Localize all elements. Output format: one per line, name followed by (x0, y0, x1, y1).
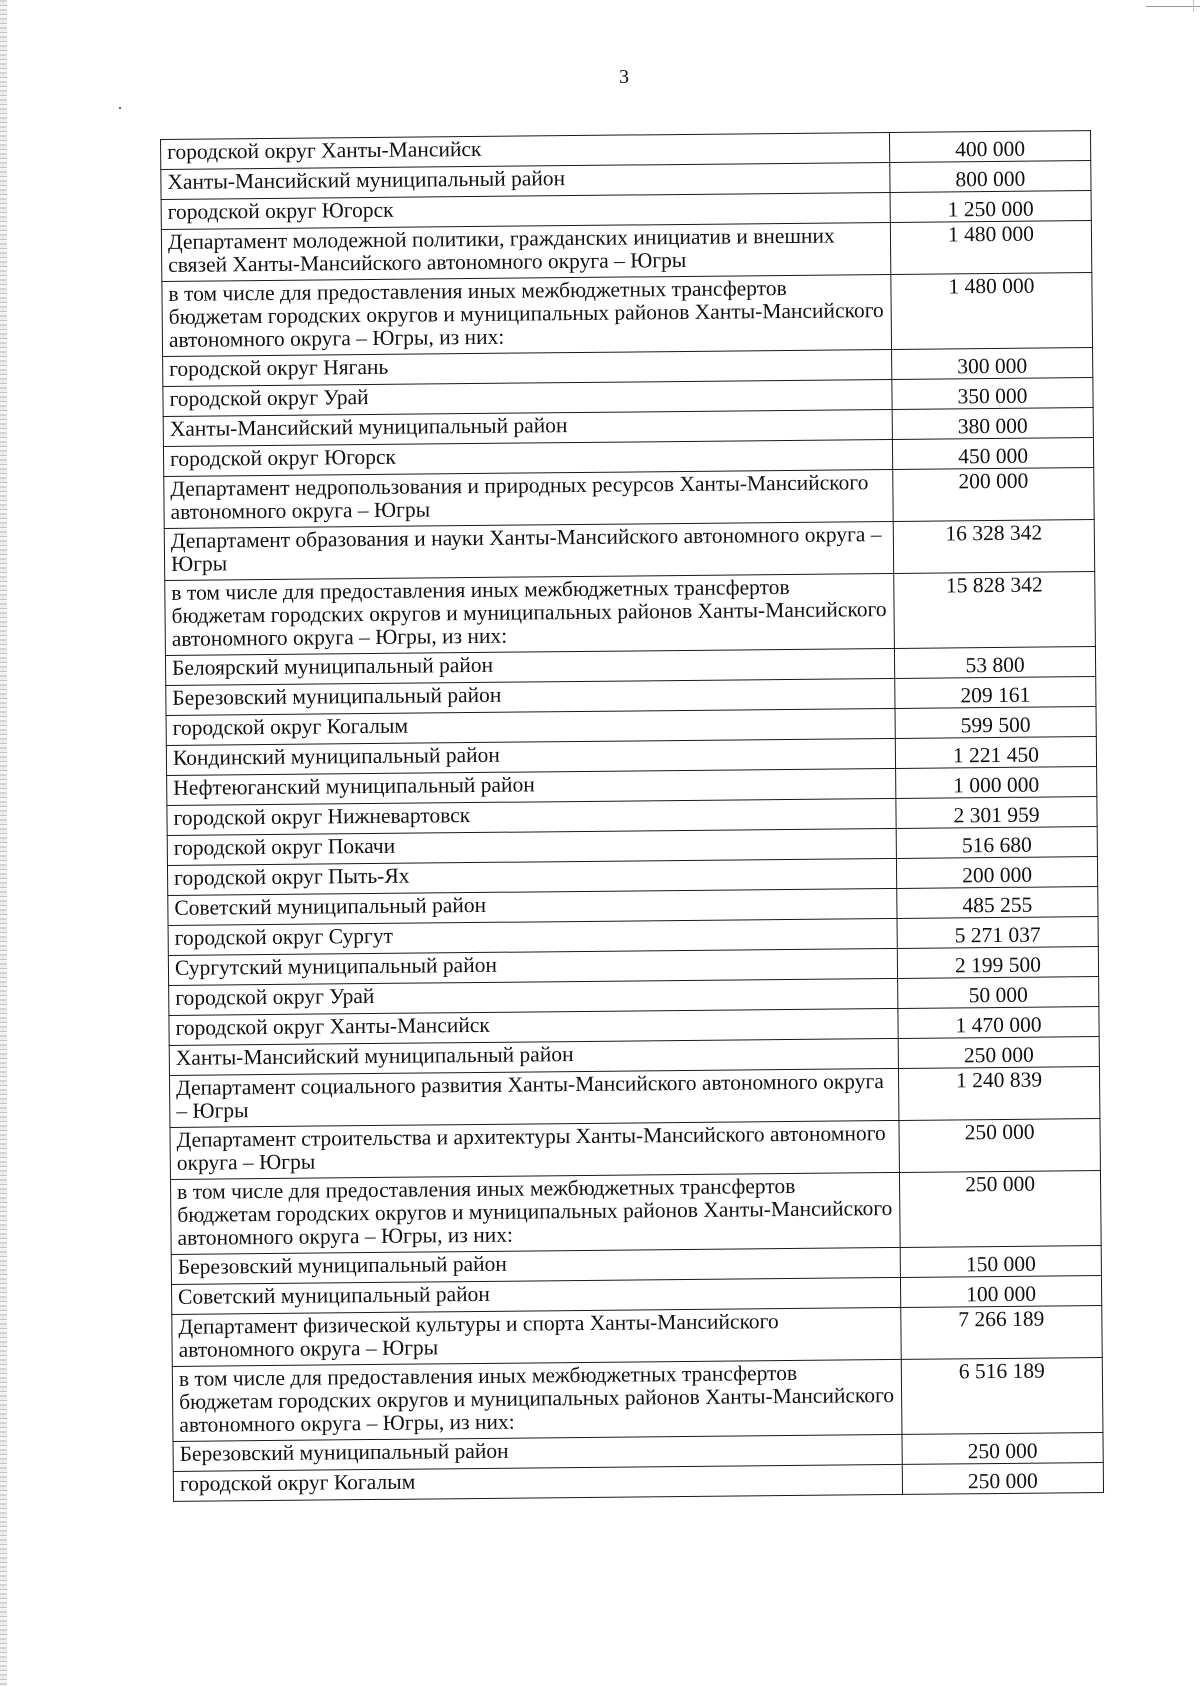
scan-speck (119, 107, 121, 109)
recipient-name-cell: в том числе для предоставления иных межбюджетных трансфертов бюджетам городских округов и муниципальных районов Ханты-Мансийского автономного округа – Югры, из них: (165, 573, 895, 655)
recipient-name-cell: в том числе для предоставления иных межбюджетных трансфертов бюджетам городских округов и муниципальных районов Ханты-Мансийского автономного округа – Югры, из них: (172, 1359, 902, 1441)
amount-cell: 1 480 000 (891, 273, 1093, 350)
amount-cell: 6 516 189 (901, 1358, 1103, 1435)
amount-cell: 599 500 (895, 707, 1096, 739)
recipient-name-cell: городской округ Ханты-Мансийск (161, 132, 890, 169)
amount-cell: 2 199 500 (897, 947, 1098, 979)
recipient-name-cell: в том числе для предоставления иных межбюджетных трансфертов бюджетам городских округов и муниципальных районов Ханты-Мансийского автономного округа – Югры, из них: (170, 1172, 900, 1254)
recipient-name-cell: городской округ Урай (163, 379, 892, 416)
recipient-name-cell: Березовский муниципальный район (166, 678, 895, 715)
recipient-name-cell: в том числе для предоставления иных межбюджетных трансфертов бюджетам городских округов и муниципальных районов Ханты-Мансийского автономного округа – Югры, из них: (162, 274, 892, 356)
table-row (161, 221, 1091, 282)
amount-cell: 200 000 (896, 857, 1097, 889)
recipient-name-cell: городской округ Нижневартовск (167, 798, 896, 835)
table-row (164, 520, 1094, 581)
recipient-name-cell: Департамент строительства и архитектуры Ханты-Мансийского автономного округа – Югры (170, 1120, 899, 1179)
recipient-name-cell: Ханты-Мансийский муниципальный район (161, 162, 890, 199)
amount-cell: 485 255 (897, 887, 1098, 919)
amount-cell: 5 271 037 (897, 917, 1098, 949)
recipient-name-cell: городской округ Сургут (168, 918, 897, 955)
recipient-name-cell: городской округ Югорск (161, 192, 890, 229)
recipient-name-cell: Департамент образования и науки Ханты-Мансийского автономного округа – Югры (164, 521, 893, 580)
recipient-name-cell: Департамент социального развития Ханты-Мансийского автономного округа – Югры (169, 1068, 898, 1127)
amount-cell: 1 240 839 (898, 1067, 1099, 1121)
recipient-name-cell: Белоярский муниципальный район (165, 648, 894, 685)
amount-cell: 250 000 (898, 1037, 1099, 1069)
amount-cell: 450 000 (892, 438, 1093, 470)
recipient-name-cell: Департамент молодежной политики, гражданских инициатив и внешних связей Ханты-Мансийского автономного округа – Югры (161, 222, 890, 281)
amount-cell: 16 328 342 (893, 520, 1094, 574)
amount-cell: 400 000 (889, 131, 1090, 163)
table-row (170, 1171, 1101, 1255)
recipient-name-cell: Березовский муниципальный район (171, 1247, 900, 1284)
table-row (164, 468, 1094, 529)
table-row (169, 1067, 1099, 1128)
scan-corner-mark (1146, 6, 1200, 7)
amount-cell: 800 000 (890, 161, 1091, 193)
table-row (165, 572, 1096, 656)
amount-cell: 2 301 959 (896, 797, 1097, 829)
amount-cell: 15 828 342 (894, 572, 1096, 649)
table-row (172, 1358, 1103, 1442)
recipient-name-cell: Ханты-Мансийский муниципальный район (169, 1038, 898, 1075)
recipient-name-cell: городской округ Когалым (166, 708, 895, 745)
recipient-name-cell: городской округ Покачи (167, 828, 896, 865)
amount-cell: 7 266 189 (901, 1306, 1102, 1360)
amount-cell: 1 250 000 (890, 191, 1091, 223)
recipient-name-cell: Нефтеюганский муниципальный район (167, 768, 896, 805)
recipient-name-cell: городской округ Когалым (173, 1464, 902, 1501)
amount-cell: 516 680 (896, 827, 1097, 859)
page-number: 3 (619, 66, 629, 88)
amount-cell: 200 000 (893, 468, 1094, 522)
recipient-name-cell: Советский муниципальный район (168, 888, 897, 925)
recipient-name-cell: Сургутский муниципальный район (168, 948, 897, 985)
recipient-name-cell: городской округ Нягань (163, 349, 892, 386)
table-row (170, 1119, 1100, 1180)
recipient-name-cell: Ханты-Мансийский муниципальный район (163, 409, 892, 446)
recipient-name-cell: Департамент физической культуры и спорта Ханты-Мансийского автономного округа – Югры (172, 1307, 901, 1366)
amount-cell: 50 000 (898, 977, 1099, 1009)
scan-corner-mark-vertical (1193, 0, 1194, 12)
amount-cell: 250 000 (899, 1119, 1100, 1173)
amount-cell: 1 000 000 (896, 767, 1097, 799)
amount-cell: 150 000 (900, 1246, 1101, 1278)
recipient-name-cell: Березовский муниципальный район (173, 1434, 902, 1471)
amount-cell: 250 000 (899, 1171, 1101, 1248)
amount-cell: 1 221 450 (895, 737, 1096, 769)
budget-allocation-table (160, 130, 1104, 1502)
amount-cell: 53 800 (894, 647, 1095, 679)
amount-cell: 250 000 (902, 1463, 1103, 1495)
table-row (172, 1306, 1102, 1367)
recipient-name-cell: Советский муниципальный район (171, 1277, 900, 1314)
amount-cell: 209 161 (895, 677, 1096, 709)
recipient-name-cell: городской округ Ханты-Мансийск (169, 1008, 898, 1045)
amount-cell: 300 000 (892, 348, 1093, 380)
recipient-name-cell: Кондинский муниципальный район (166, 738, 895, 775)
amount-cell: 350 000 (892, 378, 1093, 410)
amount-cell: 380 000 (892, 408, 1093, 440)
recipient-name-cell: Департамент недропользования и природных ресурсов Ханты-Мансийского автономного округа – Югры (164, 469, 893, 528)
amount-cell: 250 000 (902, 1433, 1103, 1465)
amount-cell: 1 470 000 (898, 1007, 1099, 1039)
amount-cell: 100 000 (900, 1276, 1101, 1308)
scan-edge-artifact (0, 0, 7, 1686)
recipient-name-cell: городской округ Пыть-Ях (167, 858, 896, 895)
table-body (161, 131, 1104, 1502)
table-row (162, 273, 1093, 357)
amount-cell: 1 480 000 (890, 221, 1091, 275)
recipient-name-cell: городской округ Югорск (163, 439, 892, 476)
recipient-name-cell: городской округ Урай (169, 978, 898, 1015)
